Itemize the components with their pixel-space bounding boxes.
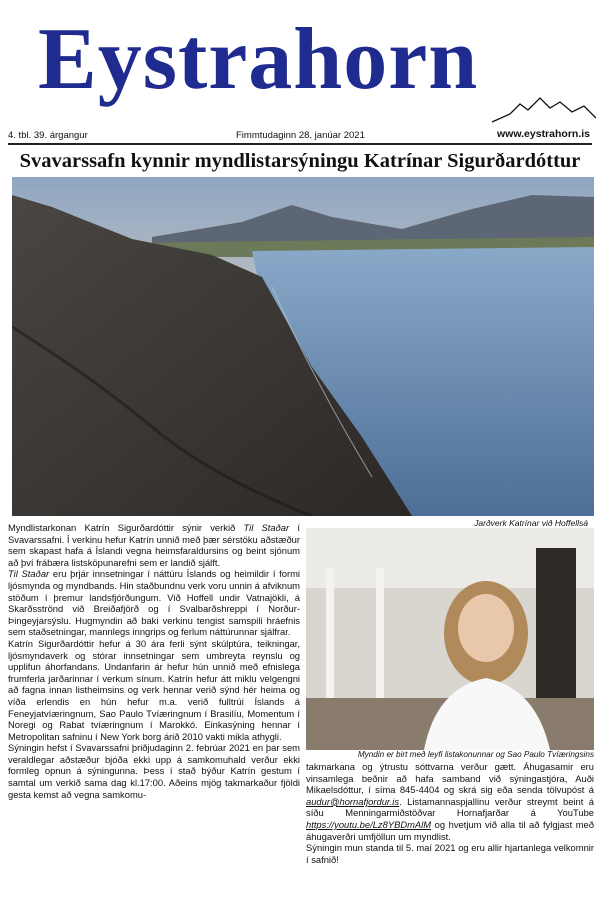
portrait-photo [306,528,594,750]
article-paragraph: Myndlistarkonan Katrín Sigurðardóttir sýnir verkið Til Staðar í Svavarssafni. Í verkinu hefur Katrín unnið með þær sérstöku aðstæður sem skapast hafa á Íslandi vegna heimsfaraldursins og beint sjónum að því frábæra listsköpunarefni sem er landið sjálft. [8,522,300,568]
landscape-photo [12,177,594,516]
website-link[interactable]: www.eystrahorn.is [497,128,590,140]
article-column-left [8,522,300,800]
article-paragraph: Sýningin mun standa til 5. maí 2021 og eru allir hjartanlega velkomnir í safnið! [306,842,594,865]
issue-date: Fimmtudaginn 28. janúar 2021 [236,130,365,141]
mountain-logo-icon [492,92,596,126]
top-rule [8,143,592,145]
article-headline: Svavarssafn kynnir myndlistarsýningu Katrínar Sigurðardóttur [19,150,581,172]
issue-number: 4. tbl. 39. árgangur [8,130,88,141]
newspaper-title: Eystrahorn [38,11,479,108]
photo-caption-portrait: Myndin er birt með leyfi listakonunnar og Sao Paulo Tvíæringsins [357,750,594,759]
article-paragraph: takmarkana og ýtrustu sóttvarna verður gætt. Áhugasamir eru vinsamlega beðnir að hafa samband við sýningastjóra, Auði Mikaelsdóttur, í síma 845-4404 og skrá sig eða senda tölvupóst á audur@hornafjordur.is. Listamannaspjallinu verður streymt beint á síðu Menningarmiðstöðvar Hornafjarðar á YouTube https://youtu.be/Lz8YBDmAlM og hvetjum við alla til að fylgjast með áhugaverðri umfjöllun um myndlist. [306,761,594,842]
article-paragraph: Til Staðar eru þrjár innsetningar í náttúru Íslands og heimildir í formi ljósmynda og myndbands. Hin staðbundnu verk voru unnin á afviknum stöðum í þremur landsfjórðungum. Við Hoffell undir Vatnajökli, á Skarðsströnd við Breiðafjörð og í Svalbarðshreppi í Norður-Þingeyjarsýslu. Hugmyndin að baki verkinu tengist samspili hráefnis sem staðsetningar, mannlegs inngrips og ferlum náttúrunnar sjálfrar. [8,568,300,638]
article-column-right [306,761,594,865]
photo-caption-landscape: Jarðverk Katrínar við Hoffellsá [474,518,588,528]
masthead [0,0,600,125]
article-paragraph: Sýningin hefst í Svavarssafni þriðjudaginn 2. febrúar 2021 en þar sem veraldlegar aðstæður bjóða ekki upp á samkomuhald verður ekki formleg opnun á sýningunna. Þess í stað býður Katrín gestum í samtal um verkið sama dag kl.17:00. Aðeins mjög takmarkaður fjöldi gesta kemst að vegna samkomu- [8,742,300,800]
email-link[interactable]: audur@hornafjordur.is [306,795,400,807]
article-paragraph: Katrín Sigurðardóttir hefur á 30 ára ferli sýnt skúlptúra, teikningar, ljósmyndaverk og stórar innsetningar sem umbreyta reynslu og upplifun áhorfandans. Undanfarin ár hefur hún unnið með efnislega frumferla jarðarinnar í verkum sínum. Katrín hefur átt miklu velgengni að fagna innan listheimsins og verk hennar verið sýnd hér heima og víða erlendis en hún hefur m.a. verið fulltrúi Íslands á Feneyjatvíæringnum, Sao Paulo Tvíæringnum í Brasilíu, Momentum í Noregi og Rabat tvíæringnum í Marokkó. Einkasýning hennar í Metropolitan safninu í New York borg árið 2010 vakti mikla athygli. [8,637,300,742]
youtube-link[interactable]: https://youtu.be/Lz8YBDmAlM [306,818,432,830]
